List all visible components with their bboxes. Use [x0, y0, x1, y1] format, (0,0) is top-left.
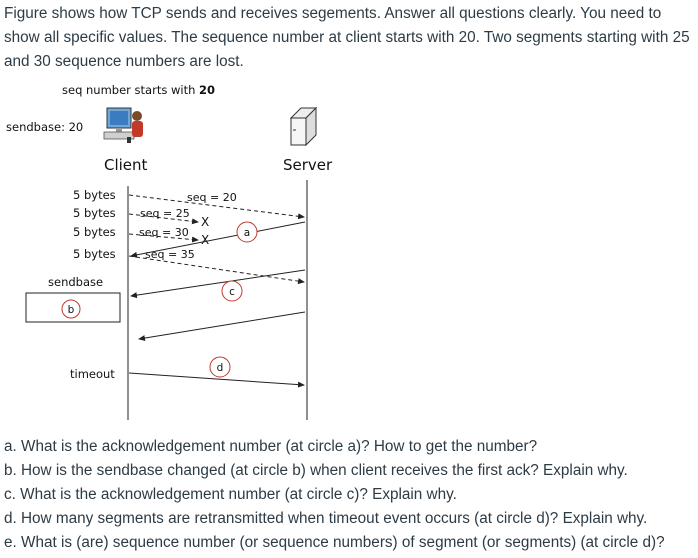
server-label: Server — [283, 156, 333, 174]
ack-arrow-c — [131, 270, 305, 296]
segment-size-label: 5 bytes — [73, 206, 116, 220]
segment-size-label: 5 bytes — [73, 188, 116, 202]
segment-seq-label: seq = 20 — [187, 191, 237, 204]
questions-list — [4, 435, 694, 555]
client-computer-icon — [104, 108, 143, 143]
segment-seq-label: seq = 30 — [139, 226, 189, 239]
tcp-diagram — [0, 80, 698, 430]
question-d: d. How many segments are retransmitted when timeout event occurs (at circle d)? Explain why. — [4, 510, 648, 527]
question-a: a. What is the acknowledgement number (at circle a)? How to get the number? — [4, 438, 538, 455]
sendbase-label: sendbase — [48, 275, 104, 289]
sendbase-initial-label: sendbase: 20 — [6, 120, 84, 134]
circle-b — [62, 300, 80, 318]
question-c: c. What is the acknowledgement number (at circle c)? Explain why. — [4, 486, 457, 503]
seq-start-caption: seq number starts with 20 — [62, 83, 216, 97]
svg-text:a: a — [243, 227, 251, 239]
circle-c — [222, 281, 242, 301]
svg-text:d: d — [216, 362, 224, 374]
ack-arrow-third — [139, 312, 305, 339]
timeout-label: timeout — [70, 367, 115, 381]
client-label: Client — [104, 156, 148, 174]
svg-text:b: b — [67, 304, 75, 316]
question-b: b. How is the sendbase changed (at circle b) when client receives the first ack? Explain why. — [4, 462, 628, 479]
segment-size-label: 5 bytes — [73, 247, 116, 261]
server-icon — [291, 108, 316, 145]
segment-size-label: 5 bytes — [73, 225, 116, 239]
lost-mark: X — [201, 233, 210, 247]
svg-text:c: c — [229, 286, 235, 298]
segment-seq-label: seq = 25 — [140, 207, 190, 220]
lost-mark: X — [201, 215, 210, 229]
circle-d — [210, 357, 230, 377]
segment-seq-label: seq = 35 — [145, 248, 195, 261]
question-e: e. What is (are) sequence number (or sequence numbers) of segment (or segments) (at circle d)? — [4, 534, 665, 551]
circle-a — [237, 222, 257, 242]
intro-paragraph: Figure shows how TCP sends and receives segements. Answer all questions clearly. You need to show all specific values. The sequence number at client starts with 20. Two segments starting with 25 and 30 sequence numbers are lost. — [4, 5, 690, 70]
